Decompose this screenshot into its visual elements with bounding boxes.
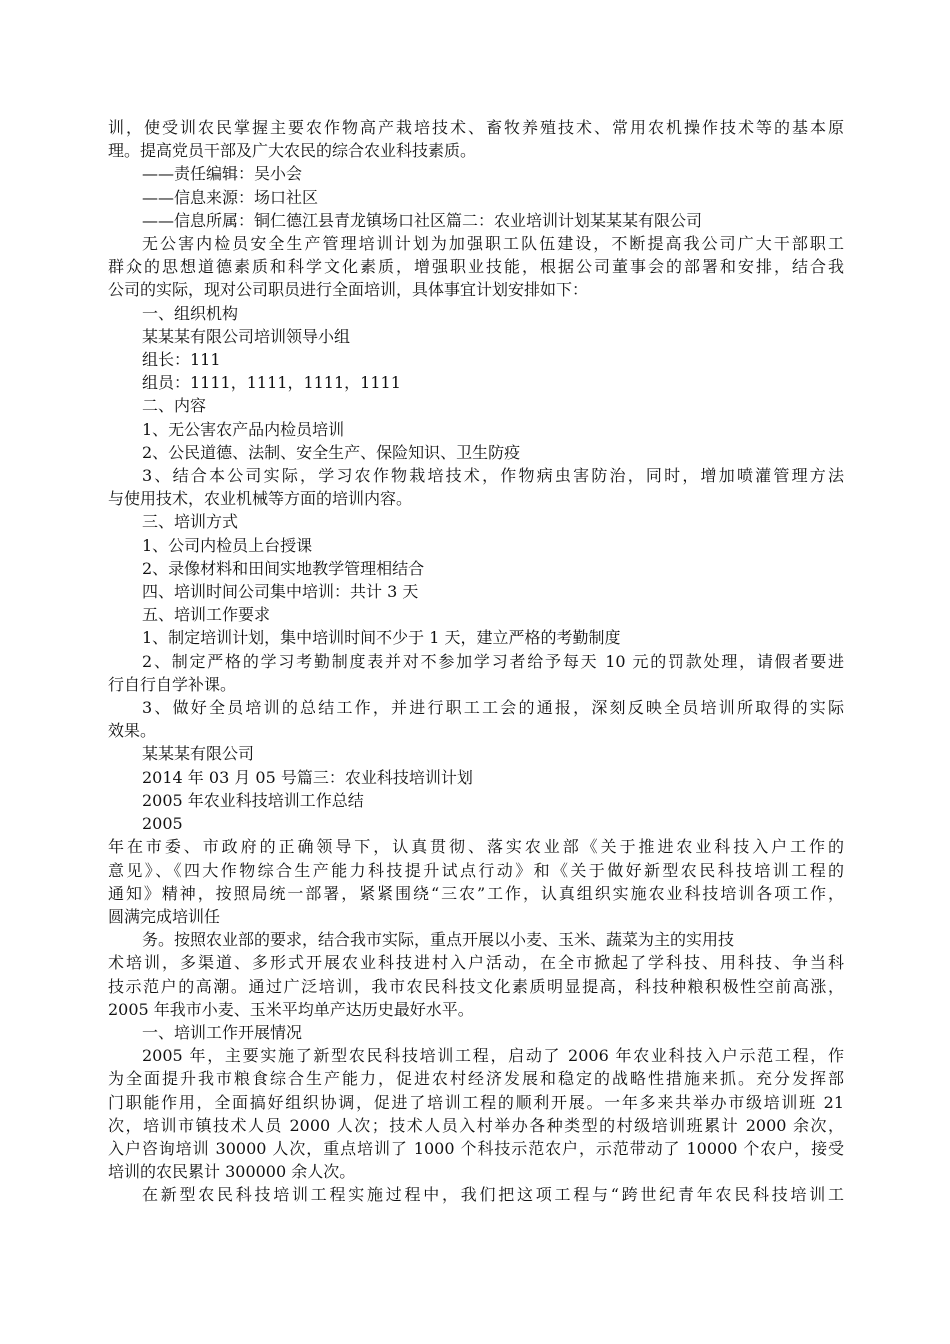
text-line: 门职能作用，全面搞好组织协调，促进了培训工程的顺利开展。一年多来共举办市级培训班 21: [108, 1092, 844, 1112]
text-line: 无公害内检员安全生产管理培训计划为加强职工队伍建设，不断提高我公司广大干部职工: [142, 234, 844, 254]
text-line: ——责任编辑：吴小会: [142, 164, 303, 184]
text-line: ——信息来源：场口社区: [142, 187, 319, 207]
text-line: 组长：111: [142, 350, 221, 370]
text-line: 年在市委、市政府的正确领导下，认真贯彻、落实农业部《关于推进农业科技入户工作的: [108, 837, 844, 857]
section-heading: 五、培训工作要求: [142, 605, 271, 625]
text-line: 技示范户的高潮。通过广泛培训，我市农民科技文化素质明显提高，科技种粮积极性空前高涨，: [108, 976, 844, 996]
list-item: 1、制定培训计划，集中培训时间不少于 1 天，建立严格的考勤制度: [142, 628, 621, 648]
text-line: 在新型农民科技培训工程实施过程中，我们把这项工程与“跨世纪青年农民科技培训工: [142, 1185, 844, 1205]
text-line: 2014 年 03 月 05 号篇三：农业科技培训计划: [142, 767, 473, 787]
text-line: 术培训，多渠道、多形式开展农业科技进村入户活动，在全市掀起了学科技、用科技、争当科: [108, 953, 844, 973]
text-line: 理。提高党员干部及广大农民的综合农业科技素质。: [108, 141, 477, 161]
section-heading: 四、培训时间公司集中培训：共计 3 天: [142, 582, 419, 602]
text-line: 务。按照农业部的要求，结合我市实际，重点开展以小麦、玉米、蔬菜为主的实用技: [142, 930, 735, 950]
text-line: 效果。: [108, 721, 157, 741]
text-line: 培训的农民累计 300000 余人次。: [108, 1162, 356, 1182]
list-item: 3、做好全员培训的总结工作，并进行职工工会的通报，深刻反映全员培训所取得的实际: [142, 698, 844, 718]
text-line: 通知》精神，按照局统一部署，紧紧围绕“三农”工作，认真组织实施农业科技培训各项工作，: [108, 883, 844, 903]
text-line: 2005 年，主要实施了新型农民科技培训工程，启动了 2006 年农业科技入户示范工程，作: [142, 1046, 844, 1066]
list-item: 3、结合本公司实际，学习农作物栽培技术，作物病虫害防治，同时，增加喷灌管理方法: [142, 466, 844, 486]
text-line: 次，培训市镇技术人员 2000 人次；技术人员入村举办各种类型的村级培训班累计 2000 余次，: [108, 1115, 844, 1135]
list-item: 1、无公害农产品内检员培训: [142, 419, 345, 439]
section-heading: 二、内容: [142, 396, 207, 416]
text-line: 2005: [142, 814, 183, 834]
list-item: 2、录像材料和田间实地教学管理相结合: [142, 558, 425, 578]
text-line: 2005 年农业科技培训工作总结: [142, 790, 364, 810]
document-page: [108, 116, 844, 1207]
text-line: 与使用技术，农业机械等方面的培训内容。: [108, 489, 413, 509]
text-line: 公司的实际，现对公司职员进行全面培训，具体事宜计划安排如下：: [108, 280, 589, 300]
text-line: 为全面提升我市粮食综合生产能力，促进农村经济发展和稳定的战略性措施来抓。充分发挥部: [108, 1069, 844, 1089]
text-line: 某某某有限公司: [142, 744, 255, 764]
text-line: 圆满完成培训任: [108, 906, 221, 926]
text-line: 某某某有限公司培训领导小组: [142, 326, 351, 346]
section-heading: 一、培训工作开展情况: [142, 1022, 303, 1042]
text-line: 2005 年我市小麦、玉米平均单产达历史最好水平。: [108, 999, 474, 1019]
text-line: 群众的思想道德素质和科学文化素质，增强职业技能，根据公司董事会的部署和安排，结合我: [108, 257, 844, 277]
section-heading: 三、培训方式: [142, 512, 239, 532]
list-item: 1、公司内检员上台授课: [142, 535, 313, 555]
list-item: 2、制定严格的学习考勤制度表并对不参加学习者给予每天 10 元的罚款处理，请假者要进: [142, 651, 844, 671]
text-line: 入户咨询培训 30000 人次，重点培训了 1000 个科技示范农户，示范带动了 10000 个农户，接受: [108, 1138, 844, 1158]
text-line: 组员：1111，1111，1111，1111: [142, 373, 401, 393]
text-line: 行自行自学补课。: [108, 674, 237, 694]
list-item: 2、公民道德、法制、安全生产、保险知识、卫生防疫: [142, 442, 521, 462]
section-heading: 一、组织机构: [142, 303, 239, 323]
text-line: 意见》、《四大作物综合生产能力科技提升试点行动》和《关于做好新型农民科技培训工程的: [108, 860, 844, 880]
text-line: 训，使受训农民掌握主要农作物高产栽培技术、畜牧养殖技术、常用农机操作技术等的基本原: [108, 118, 844, 137]
text-line: ——信息所属：铜仁德江县青龙镇场口社区篇二：农业培训计划某某某有限公司: [142, 210, 703, 230]
